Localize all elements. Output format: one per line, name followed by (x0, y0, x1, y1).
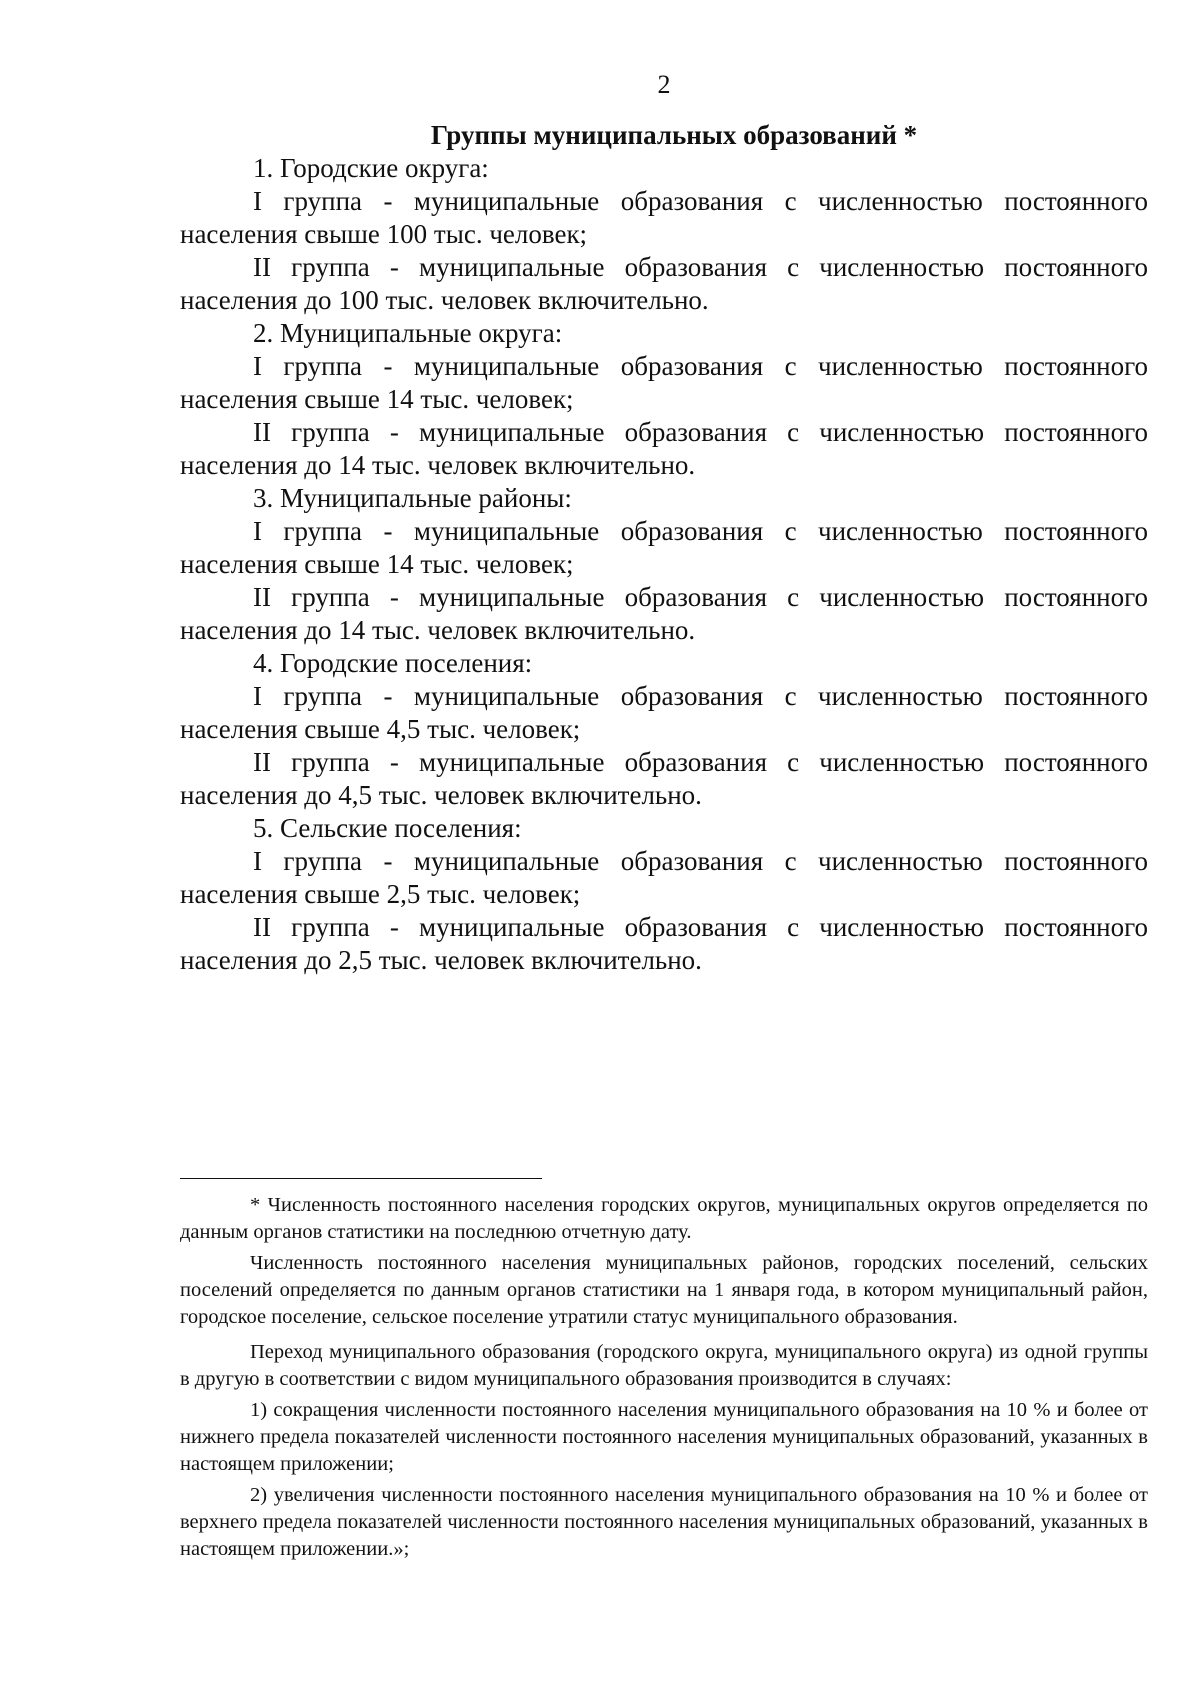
group-paragraph: I группа - муниципальные образования с численностью постоянного населения свыше 14 тыс. человек; (180, 516, 1148, 579)
page-number: 2 (657, 70, 671, 99)
group-paragraph: I группа - муниципальные образования с численностью постоянного населения свыше 4,5 тыс. человек; (180, 681, 1148, 744)
group-paragraph: II группа - муниципальные образования с численностью постоянного населения до 14 тыс. человек включительно. (180, 417, 1148, 480)
group-paragraph: II группа - муниципальные образования с численностью постоянного населения до 4,5 тыс. человек включительно. (180, 747, 1148, 810)
footnote-paragraph: Численность постоянного населения муниципальных районов, городских поселений, сельских поселений определяется по данным органов статистики на 1 января года, в котором муниципальный район, городское поселение, сельское поселение утратили статус муниципального образования. (180, 1252, 1148, 1328)
footnote-paragraph: * Численность постоянного населения городских округов, муниципальных округов определяется по данным органов статистики на последнюю отчетную дату. (180, 1194, 1148, 1243)
footnote-separator (180, 1178, 542, 1179)
footnote-paragraph: Переход муниципального образования (городского округа, муниципального округа) из одной группы в другую в соответствии с видом муниципального образования производится в случаях: (180, 1341, 1148, 1390)
group-paragraph: II группа - муниципальные образования с численностью постоянного населения до 14 тыс. человек включительно. (180, 582, 1148, 645)
section-heading: 2. Муниципальные округа: (253, 318, 563, 348)
footnotes (180, 1192, 1148, 1563)
section-heading: 3. Муниципальные районы: (253, 483, 572, 513)
main-body (180, 118, 1148, 977)
document-title: Группы муниципальных образований * (430, 120, 918, 150)
group-paragraph: I группа - муниципальные образования с численностью постоянного населения свыше 2,5 тыс. человек; (180, 846, 1148, 909)
group-paragraph: I группа - муниципальные образования с численностью постоянного населения свыше 14 тыс. человек; (180, 351, 1148, 414)
group-paragraph: II группа - муниципальные образования с численностью постоянного населения до 2,5 тыс. человек включительно. (180, 912, 1148, 975)
section-heading: 1. Городские округа: (253, 153, 489, 183)
footnote-paragraph: 1) сокращения численности постоянного населения муниципального образования на 10 % и более от нижнего предела показателей численности постоянного населения муниципальных образований, указанных в настоящем приложении; (180, 1399, 1148, 1475)
group-paragraph: II группа - муниципальные образования с численностью постоянного населения до 100 тыс. человек включительно. (180, 252, 1148, 315)
section-heading: 4. Городские поселения: (253, 648, 533, 678)
footnote-paragraph: 2) увеличения численности постоянного населения муниципального образования на 10 % и более от верхнего предела показателей численности постоянного населения муниципальных образований, указанных в настоящем приложении.»; (180, 1484, 1148, 1560)
section-heading: 5. Сельские поселения: (253, 813, 522, 843)
group-paragraph: I группа - муниципальные образования с численностью постоянного населения свыше 100 тыс. человек; (180, 186, 1148, 249)
